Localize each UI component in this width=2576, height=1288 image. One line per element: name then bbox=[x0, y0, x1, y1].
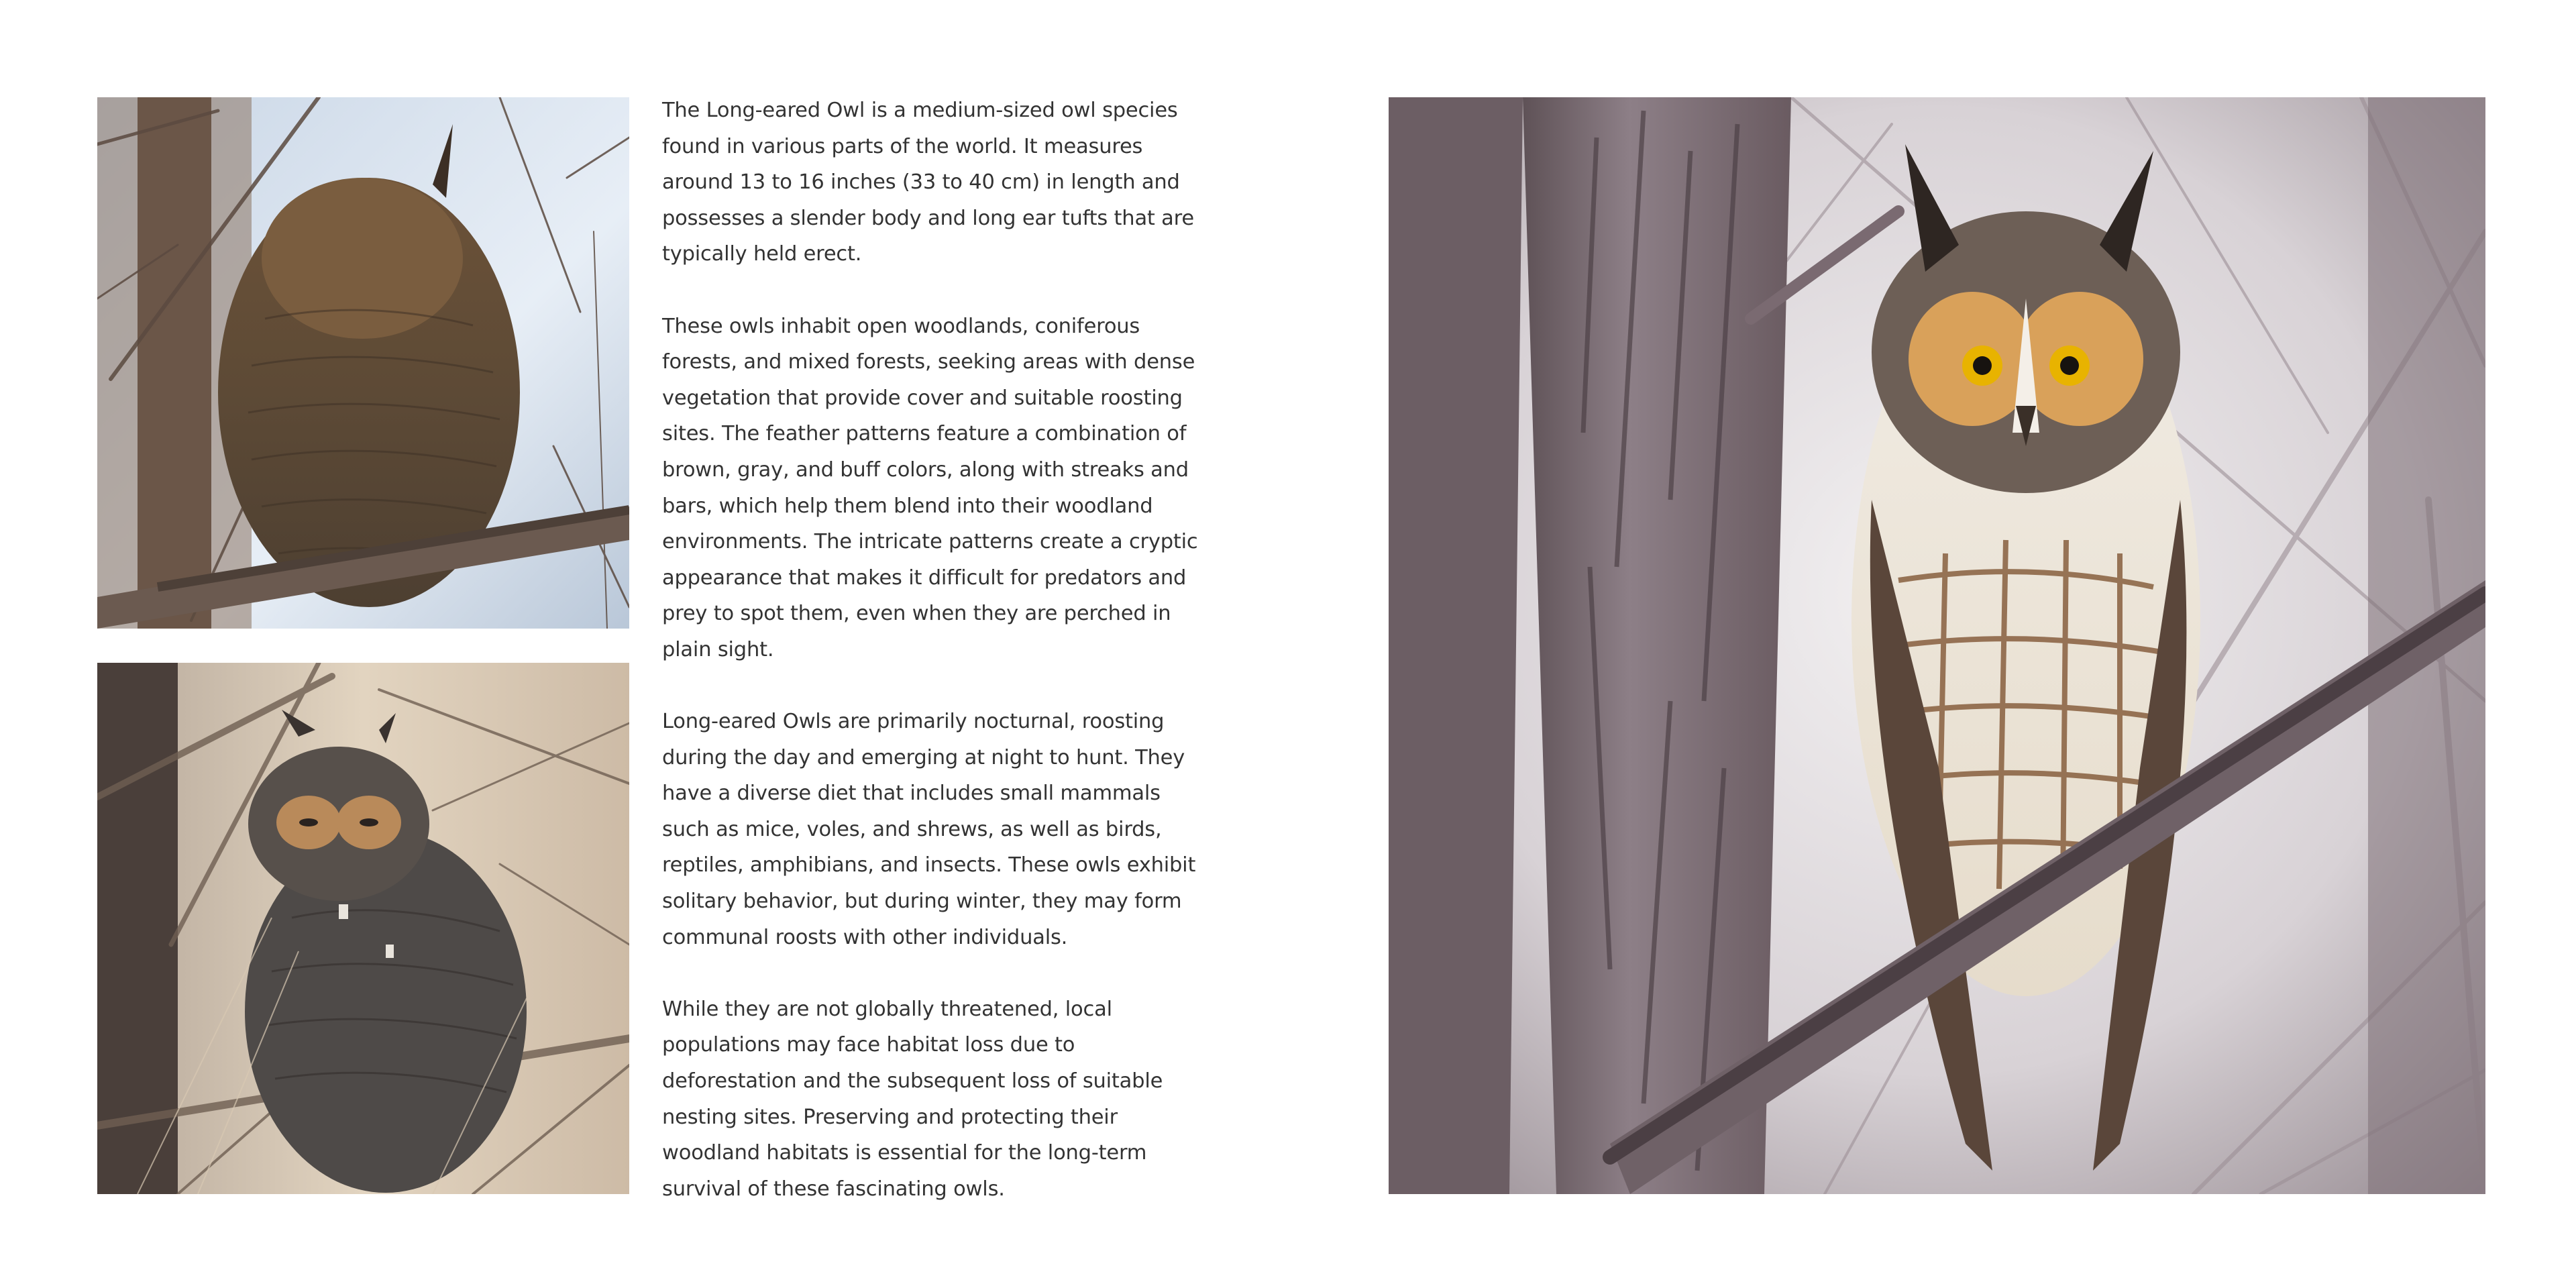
owl-perched-branches-photo bbox=[97, 663, 629, 1194]
owl-front-view-illustration bbox=[1389, 97, 2485, 1194]
owl-back-view-illustration bbox=[97, 97, 629, 629]
paragraph-intro: The Long-eared Owl is a medium-sized owl species found in various parts of the world. It measures around 13 to 16 inches (33 to 40 cm) in length and possesses a slender body and long ear tufts that are typically held erect. bbox=[662, 99, 1194, 266]
article-text bbox=[662, 93, 1212, 1243]
owl-front-view-photo bbox=[1389, 97, 2485, 1194]
paragraph-habitat: These owls inhabit open woodlands, coniferous forests, and mixed forests, seeking areas with dense vegetation that provide cover and suitable roosting sites. The feather patterns feature a combination of brown, gray, and buff colors, along with streaks and bars, which help them blend into their woodland environments. The intricate patterns create a cryptic appearance that makes it difficult for predators and prey to spot them, even when they are perched in plain sight. bbox=[662, 314, 1198, 661]
paragraph-behavior: Long-eared Owls are primarily nocturnal, roosting during the day and emerging at night to hunt. They have a diverse diet that includes small mammals such as mice, voles, and shrews, as well as birds, reptiles, amphibians, and insects. These owls exhibit solitary behavior, but during winter, they may form communal roosts with other individuals. bbox=[662, 710, 1196, 949]
paragraph-conservation: While they are not globally threatened, local populations may face habitat loss due to deforestation and the subsequent loss of suitable nesting sites. Preserving and protecting their woodland habitats is essential for the long-term survival of these fascinating owls. bbox=[662, 997, 1163, 1201]
owl-perched-branches-illustration bbox=[97, 663, 629, 1194]
owl-back-view-photo bbox=[97, 97, 629, 629]
